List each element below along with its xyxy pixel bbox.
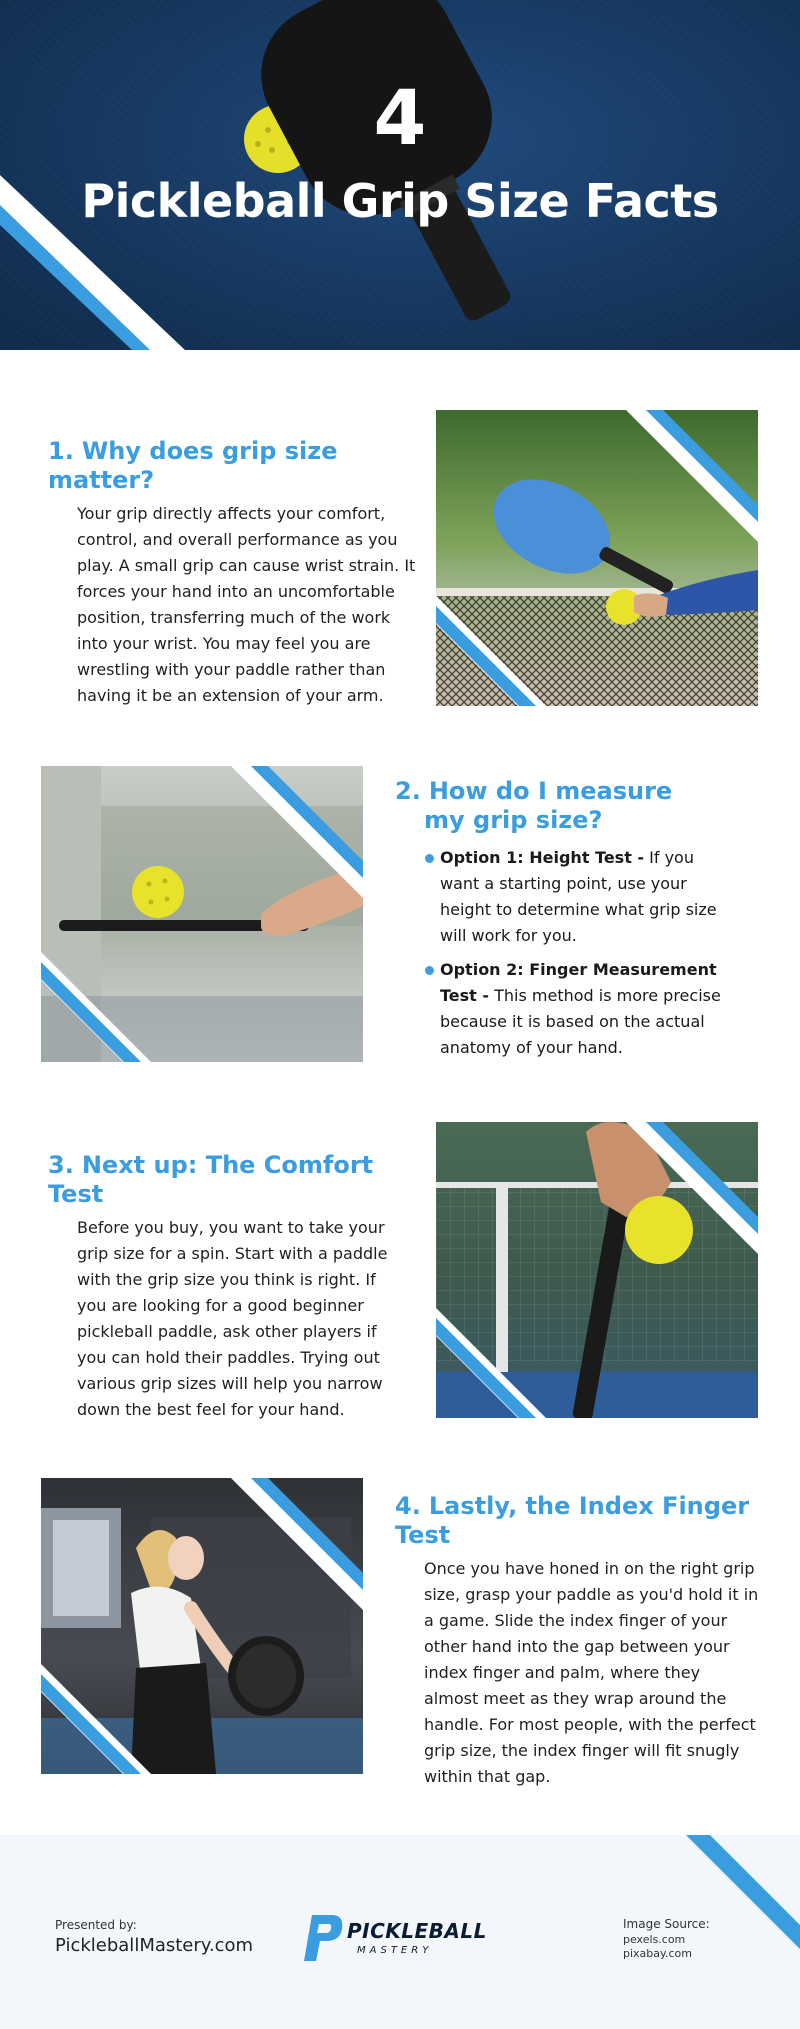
section-comfort-test	[48, 1151, 418, 1423]
page-title: Pickleball Grip Size Facts	[81, 174, 719, 228]
section-number: 4.	[395, 1492, 421, 1520]
logo-subtitle: MASTERY	[357, 1945, 433, 1956]
section-heading-text-line2: my grip size?	[424, 806, 603, 834]
bullet-label: Option 1: Height Test -	[440, 848, 645, 867]
photo-paddle-at-net	[436, 410, 758, 706]
section-measure-grip	[395, 777, 765, 1069]
photo-player-ready	[41, 1478, 363, 1774]
section-number: 3.	[48, 1151, 74, 1179]
hero-banner	[0, 0, 800, 350]
list-item	[424, 957, 724, 1061]
bullet-dot-icon	[425, 854, 434, 863]
section-heading	[48, 437, 418, 495]
section-heading	[395, 1492, 790, 1550]
presented-by-site[interactable]: PickleballMastery.com	[55, 1935, 254, 1956]
section-heading-text: Lastly, the Index Finger Test	[395, 1492, 750, 1549]
section-heading-text: Next up: The Comfort Test	[48, 1151, 374, 1208]
section-body: Once you have honed in on the right grip size, grasp your paddle as you'd hold it in a game. Slide the index finger of your other hand into the gap between your index finger and palm, where they almost meet as they wrap around the handle. For most people, with the perfect grip size, the index finger will fit snugly within that gap.	[424, 1559, 759, 1786]
section-grip-size-matters	[48, 437, 418, 709]
section-heading	[48, 1151, 418, 1209]
bullet-label: Option 2: Finger Measurement Test -	[440, 960, 717, 1005]
section-heading	[395, 777, 765, 835]
pickleball-mastery-logo	[302, 1913, 502, 1963]
image-source-item[interactable]: pixabay.com	[623, 1947, 692, 1960]
section-heading-text: Why does grip size matter?	[48, 437, 338, 494]
section-body: Your grip directly affects your comfort, control, and overall performance as you play. A small grip can cause wrist strain. It forces your hand into an uncomfortable position, transferring much of the work into your wrist. You may feel you are wrestling with your paddle rather than having it be an extension of your arm.	[77, 504, 416, 705]
presented-by-label: Presented by:	[55, 1918, 137, 1932]
list-item	[424, 845, 724, 949]
section-body: Before you buy, you want to take your grip size for a spin. Start with a paddle with the grip size you think is right. If you are looking for a good beginner pickleball paddle, ask other players if you can hold their paddles. Trying out various grip sizes will help you narrow down the best feel for your hand.	[77, 1218, 388, 1419]
bullet-text: If you want a starting point, use your height to determine what grip size will work for you.	[440, 848, 717, 945]
image-source-label: Image Source:	[623, 1917, 710, 1931]
section-index-finger-test	[395, 1492, 790, 1790]
logo-p-icon	[302, 1913, 346, 1963]
section-number: 1.	[48, 437, 74, 465]
section-heading-text: How do I measure	[428, 777, 673, 805]
photo-hand-grip	[436, 1122, 758, 1418]
footer	[0, 1835, 800, 2029]
section-number: 2.	[395, 777, 421, 805]
photo-ball-on-paddle	[41, 766, 363, 1062]
image-source-item[interactable]: pexels.com	[623, 1933, 686, 1946]
logo-wordmark: PICKLEBALL	[347, 1919, 487, 1943]
bullet-dot-icon	[425, 966, 434, 975]
bullet-text: This method is more precise because it is based on the actual anatomy of your hand.	[440, 986, 721, 1057]
bullet-list	[424, 845, 724, 1061]
footer-accent-stripe	[680, 1835, 800, 1955]
hero-number: 4	[373, 73, 427, 162]
